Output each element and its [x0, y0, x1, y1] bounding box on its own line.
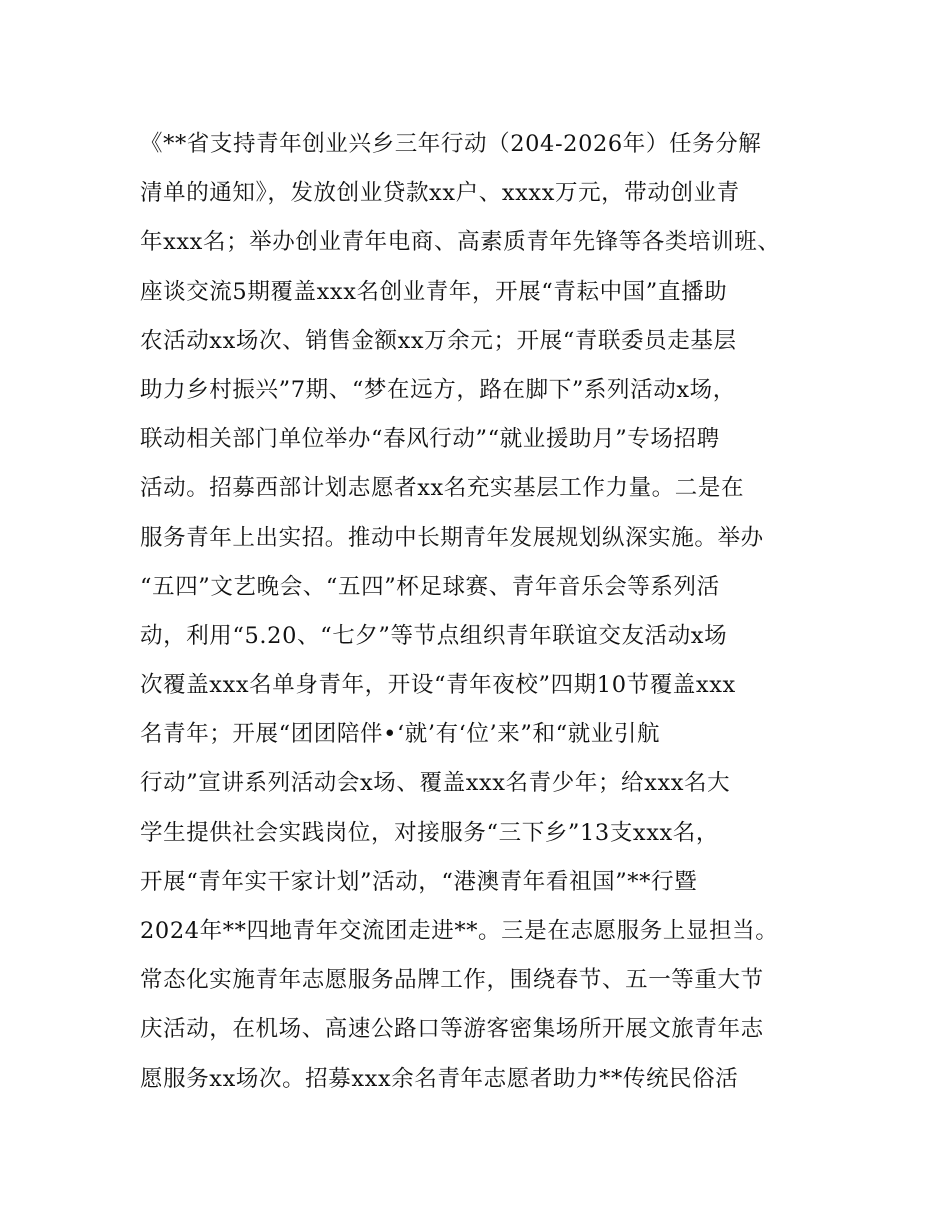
text-line-16: 开展“青年实干家计划”活动，“港澳青年看祖国”**行暨 — [140, 868, 698, 895]
text-line-15: 学生提供社会实践岗位，对接服务“三下乡”13支xxx名， — [140, 819, 720, 846]
text-line-8: 活动。招募西部计划志愿者xx名充实基层工作力量。二是在 — [140, 475, 745, 502]
text-line-18: 常态化实施青年志愿服务品牌工作，围绕春节、五一等重大节 — [140, 967, 764, 994]
text-line-19: 庆活动，在机场、高速公路口等游客密集场所开展文旅青年志 — [140, 1016, 764, 1043]
text-line-12: 次覆盖xxx名单身青年，开设“青年夜校”四期10节覆盖xxx — [140, 672, 736, 699]
text-line-14: 行动”宣讲系列活动会x场、覆盖xxx名青少年；给xxx名大 — [140, 770, 731, 797]
text-line-11: 动，利用“5.20、“七夕”等节点组织青年联谊交友活动x场 — [140, 622, 728, 649]
text-line-13: 名青年；开展“团团陪伴•‘就’有‘位’来”和“就业引航 — [140, 721, 661, 748]
text-line-20: 愿服务xx场次。招募xxx余名青年志愿者助力**传统民俗活 — [140, 1065, 739, 1092]
body-text — [140, 120, 820, 1104]
text-line-1: 《**省支持青年创业兴乡三年行动（204-2026年）任务分解 — [140, 131, 762, 157]
text-line-4: 座谈交流5期覆盖xxx名创业青年，开展“青耘中国”直播助 — [140, 278, 728, 305]
text-line-17: 2024年**四地青年交流团走进**。三是在志愿服务上显担当。 — [140, 918, 779, 944]
text-line-6: 助力乡村振兴”7期、“梦在远方，路在脚下”系列活动x场， — [140, 376, 736, 403]
text-line-2: 清单的通知》，发放创业贷款xx户、xxxx万元，带动创业青 — [140, 180, 740, 207]
text-line-9: 服务青年上出实招。推动中长期青年发展规划纵深实施。举办 — [140, 524, 764, 551]
text-line-7: 联动相关部门单位举办“春风行动”“就业援助月”专场招聘 — [140, 426, 720, 453]
text-line-5: 农活动xx场次、销售金额xx万余元；开展“青联委员走基层 — [140, 327, 737, 354]
text-line-10: “五四”文艺晚会、“五四”杯足球赛、青年音乐会等系列活 — [140, 573, 720, 600]
text-line-3: 年xxx名；举办创业青年电商、高素质青年先锋等各类培训班、 — [140, 229, 781, 256]
